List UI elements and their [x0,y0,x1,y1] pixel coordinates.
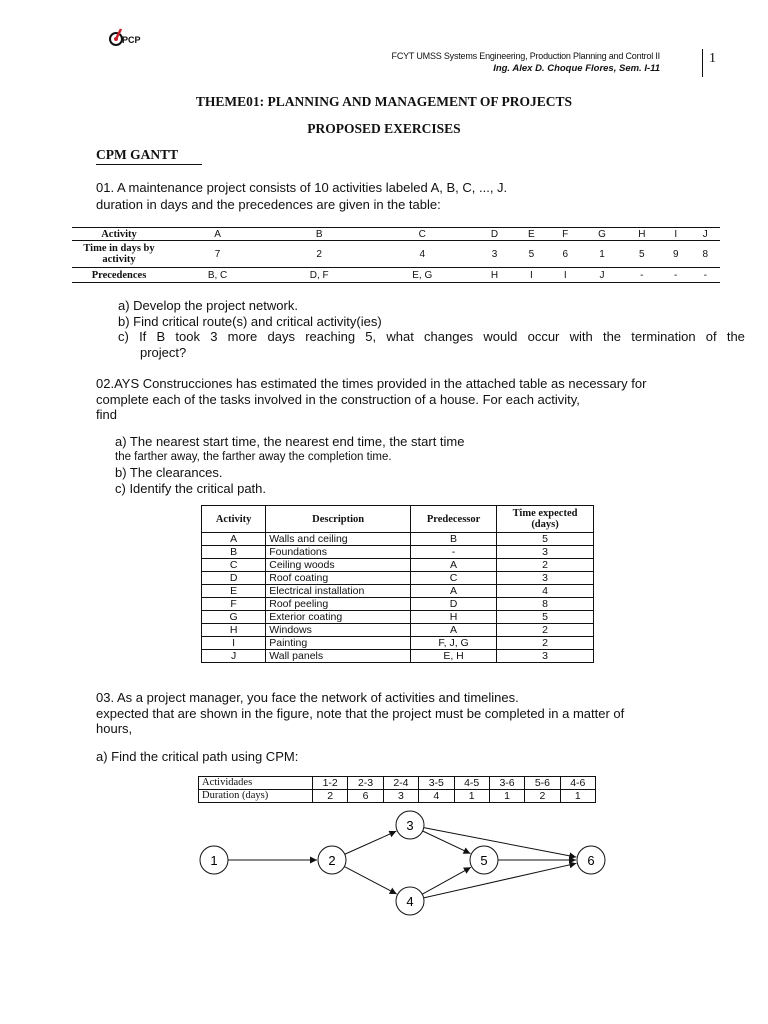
ex2-line2: complete each of the tasks involved in the construction of a house. For each activity, [96,392,580,407]
table-cell: 3 [497,546,594,559]
time-cell: 2 [269,241,369,268]
activity-cell: F [549,228,581,241]
col-header: Time expected (days) [497,506,594,533]
time-cell: 4 [369,241,475,268]
precedence-cell: J [599,269,605,281]
activity-cell: D [475,228,513,241]
precedence-cell: D, F [309,269,329,281]
row-label: Activity [72,228,166,241]
precedence-cell: - [703,269,707,281]
time-cell: 1 [581,241,622,268]
activity-cell: 4-5 [454,777,489,790]
time-cell: 8 [690,241,720,268]
word: B [156,329,166,344]
ex2-question-c: c) Identify the critical path. [115,481,267,496]
table-cell: 8 [497,598,594,611]
word: what [386,329,414,344]
activity-cell: 3-5 [419,777,454,790]
duration-cell: 4 [419,790,454,803]
activity-cell: E [514,228,549,241]
table-cell: B [202,546,266,559]
activity-cell: 5-6 [525,777,560,790]
table-cell: J [202,650,266,663]
word: of [705,329,717,344]
table-cell: B [411,533,497,546]
precedence-cell: I [563,269,567,281]
edge-2-4 [344,867,396,895]
node-label: 2 [328,853,336,868]
table-cell: C [202,559,266,572]
word: the [602,329,622,344]
table-cell: Exterior coating [266,611,411,624]
table-cell: Foundations [266,546,411,559]
ex1-question-a: a) Develop the project network. [118,298,298,313]
time-cell: 5 [514,241,549,268]
ex2-question-a: a) The nearest start time, the nearest end time, the start time [115,434,465,449]
ex3-question-a: a) Find the critical path using CPM: [96,749,299,764]
ex1-question-c-cont: project? [140,345,187,360]
table-cell: E, H [411,650,497,663]
table-cell: F, J, G [411,637,497,650]
row-label: Time in days by activity [72,241,166,268]
table-cell: Windows [266,624,411,637]
table-cell: F [202,598,266,611]
activity-cell: 1-2 [313,777,348,790]
col-header: Activity [202,506,266,533]
table-cell: H [411,611,497,624]
word: reaching [305,329,356,344]
time-cell: 3 [475,241,513,268]
duration-cell: 1 [454,790,489,803]
col-header: Predecessor [411,506,497,533]
edge-3-5 [423,831,471,854]
ex1-line2: duration in days and the precedences are given in the table: [96,197,441,212]
word: changes [424,329,474,344]
node-label: 5 [480,853,488,868]
node-label: 1 [210,853,218,868]
table-cell: A [411,559,497,572]
time-cell: 9 [661,241,690,268]
ex3-line1: 03. As a project manager, you face the network of activities and timelines. [96,690,519,705]
table-cell: A [411,585,497,598]
word: If [139,329,147,344]
activity-cell: 3-6 [489,777,524,790]
duration-cell: 6 [348,790,383,803]
table-cell: A [411,624,497,637]
word: the [726,329,745,344]
page-number: 1 [709,51,716,66]
table-cell: Ceiling woods [266,559,411,572]
edge-4-5 [422,867,471,894]
word: 5, [365,329,377,344]
word: c) [118,329,129,344]
ex1-question-b: b) Find critical route(s) and critical activity(ies) [118,314,382,329]
table-cell: I [202,637,266,650]
precedence-cell: I [529,269,533,281]
word: occur [527,329,560,344]
word: would [483,329,518,344]
table-cell: Roof peeling [266,598,411,611]
ex1-line1: 01. A maintenance project consists of 10 activities labeled A, B, C, ..., J. [96,180,508,195]
table-cell: Walls and ceiling [266,533,411,546]
time-cell: 5 [623,241,661,268]
node-label: 3 [406,818,414,833]
table-cell: 2 [497,624,594,637]
ex2-line1: 02.AYS Construcciones has estimated the times provided in the attached table as necessary for [96,376,647,391]
header-course-line: FCYT UMSS Systems Engineering, Production Planning and Control II [391,51,660,61]
activity-cell: 4-6 [560,777,595,790]
table-cell: Wall panels [266,650,411,663]
document-title: THEME01: PLANNING AND MANAGEMENT OF PROJECTS [195,94,573,109]
activity-cell: I [661,228,690,241]
word: 3 [210,329,218,344]
activity-cell: A [166,228,269,241]
activity-cell: 2-3 [348,777,383,790]
table-cell: 5 [497,533,594,546]
activity-cell: H [623,228,661,241]
table-cell: Roof coating [266,572,411,585]
table-cell: D [202,572,266,585]
table-cell: - [411,546,497,559]
table-cell: 3 [497,572,594,585]
table-cell: A [202,533,266,546]
duration-cell: 1 [560,790,595,803]
table-cell: 2 [497,637,594,650]
table-cell: G [202,611,266,624]
activity-cell: J [690,228,720,241]
duration-cell: 3 [383,790,418,803]
duration-cell: 1 [489,790,524,803]
table-cell: D [411,598,497,611]
col-header: Description [266,506,411,533]
row-label: Duration (days) [199,790,313,803]
ex2-question-b: b) The clearances. [115,465,223,480]
table-cell: 3 [497,650,594,663]
ex2-question-a-cont: the farther away, the farther away the completion time. [115,451,392,463]
table-cell: H [202,624,266,637]
table-cell: 5 [497,611,594,624]
table-cell: Electrical installation [266,585,411,598]
ex2-line3: find [96,407,117,422]
activity-cell: C [369,228,475,241]
ex3-line2: expected that are shown in the figure, note that the project must be completed in a matter of [96,706,625,721]
activity-cell: B [269,228,369,241]
table-cell: C [411,572,497,585]
activity-cell: 2-4 [383,777,418,790]
precedence-cell: - [640,269,644,281]
word: took [175,329,200,344]
table-cell: 4 [497,585,594,598]
table-cell: E [202,585,266,598]
word: with [569,329,593,344]
precedence-cell: B, C [207,269,228,281]
header-author-line: Ing. Alex D. Choque Flores, Sem. I-11 [493,63,660,74]
precedence-cell: - [674,269,678,281]
row-label: Actividades [199,777,313,790]
time-cell: 6 [549,241,581,268]
ex3-line3: hours, [96,721,133,736]
duration-cell: 2 [313,790,348,803]
logo-text: PCP [122,35,141,45]
precedence-cell: H [490,269,499,281]
word: termination [631,329,696,344]
edge-2-3 [345,831,397,854]
node-label: 6 [587,853,595,868]
table-cell: 2 [497,559,594,572]
word: more [227,329,258,344]
table-cell: Painting [266,637,411,650]
precedence-cell: E, G [412,269,433,281]
duration-cell: 2 [525,790,560,803]
node-label: 4 [406,894,414,909]
activity-cell: G [581,228,622,241]
section-heading: CPM GANTT [96,147,202,165]
time-cell: 7 [166,241,269,268]
document-subtitle: PROPOSED EXERCISES [307,121,461,136]
word: days [267,329,295,344]
row-label: Precedences [91,269,147,281]
